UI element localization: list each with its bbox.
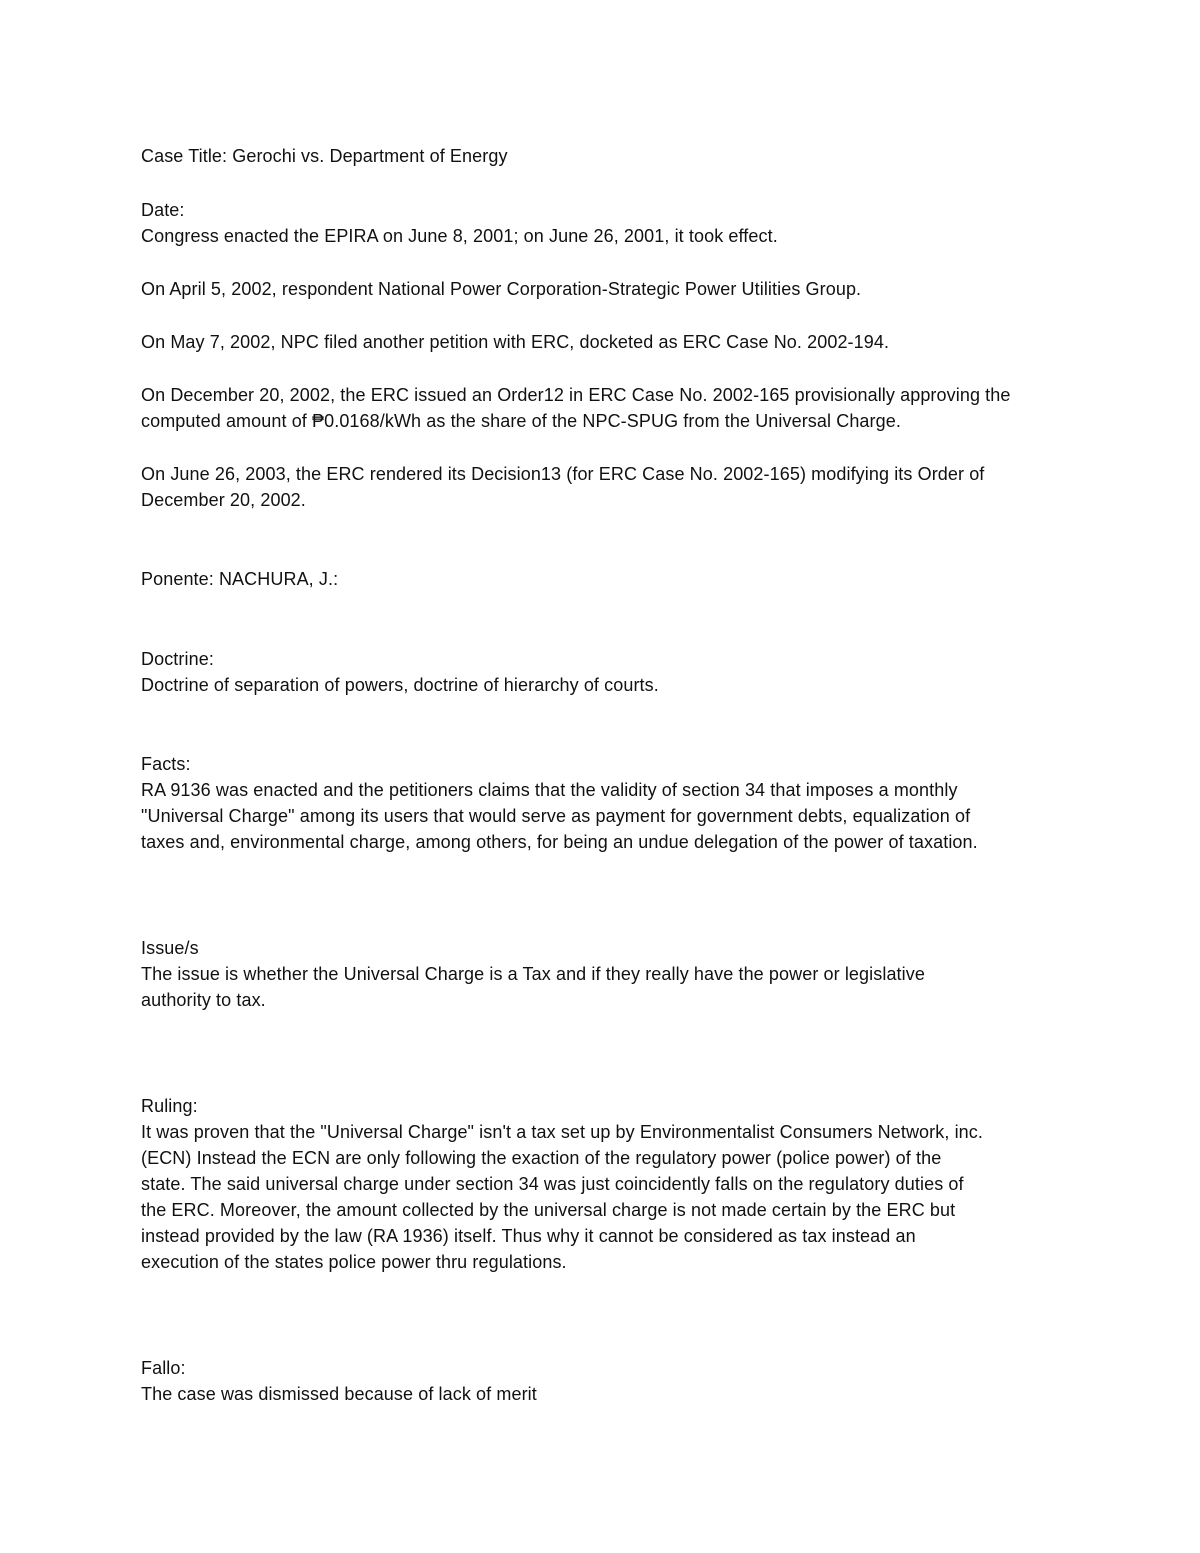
- facts-line: taxes and, environmental charge, among others, for being an undue delegation of the power of taxation.: [141, 832, 978, 852]
- ruling-line: state. The said universal charge under section 34 was just coincidently falls on the regulatory duties of: [141, 1174, 964, 1194]
- facts-line: "Universal Charge" among its users that would serve as payment for government debts, equalization of: [141, 806, 971, 826]
- date-entry-npc-petition: On May 7, 2002, NPC filed another petition with ERC, docketed as ERC Case No. 2002-194.: [141, 332, 890, 352]
- ponente: Ponente: NACHURA, J.:: [141, 569, 339, 589]
- date-heading: Date:: [141, 200, 185, 220]
- ruling-line: the ERC. Moreover, the amount collected by the universal charge is not made certain by the ERC but: [141, 1200, 956, 1220]
- date-entry-npc-spug: On April 5, 2002, respondent National Power Corporation-Strategic Power Utilities Group.: [141, 279, 862, 299]
- ruling-line: instead provided by the law (RA 1936) itself. Thus why it cannot be considered as tax instead an: [141, 1226, 916, 1246]
- issues-heading: Issue/s: [141, 938, 199, 958]
- date-entry-erc-order: On December 20, 2002, the ERC issued an Order12 in ERC Case No. 2002-165 provisionally approving the: [141, 385, 1011, 405]
- ruling-heading: Ruling:: [141, 1096, 198, 1116]
- case-title: Case Title: Gerochi vs. Department of Energy: [141, 146, 508, 166]
- ruling-line: execution of the states police power thru regulations.: [141, 1252, 567, 1272]
- date-entry-erc-order-cont: computed amount of ₱0.0168/kWh as the share of the NPC-SPUG from the Universal Charge.: [141, 411, 901, 431]
- doctrine-text: Doctrine of separation of powers, doctrine of hierarchy of courts.: [141, 675, 659, 695]
- date-entry-erc-decision-cont: December 20, 2002.: [141, 490, 306, 510]
- ruling-line: It was proven that the "Universal Charge" isn't a tax set up by Environmentalist Consumers Network, inc.: [141, 1122, 983, 1142]
- issues-line: The issue is whether the Universal Charge is a Tax and if they really have the power or legislative: [141, 964, 925, 984]
- fallo-text: The case was dismissed because of lack of merit: [141, 1384, 537, 1404]
- date-entry-erc-decision: On June 26, 2003, the ERC rendered its Decision13 (for ERC Case No. 2002-165) modifying its Order of: [141, 464, 985, 484]
- facts-heading: Facts:: [141, 754, 191, 774]
- date-entry-epira: Congress enacted the EPIRA on June 8, 2001; on June 26, 2001, it took effect.: [141, 226, 778, 246]
- issues-line: authority to tax.: [141, 990, 266, 1010]
- facts-line: RA 9136 was enacted and the petitioners claims that the validity of section 34 that imposes a monthly: [141, 780, 958, 800]
- doctrine-heading: Doctrine:: [141, 649, 214, 669]
- ruling-line: (ECN) Instead the ECN are only following the exaction of the regulatory power (police power) of the: [141, 1148, 942, 1168]
- fallo-heading: Fallo:: [141, 1358, 186, 1378]
